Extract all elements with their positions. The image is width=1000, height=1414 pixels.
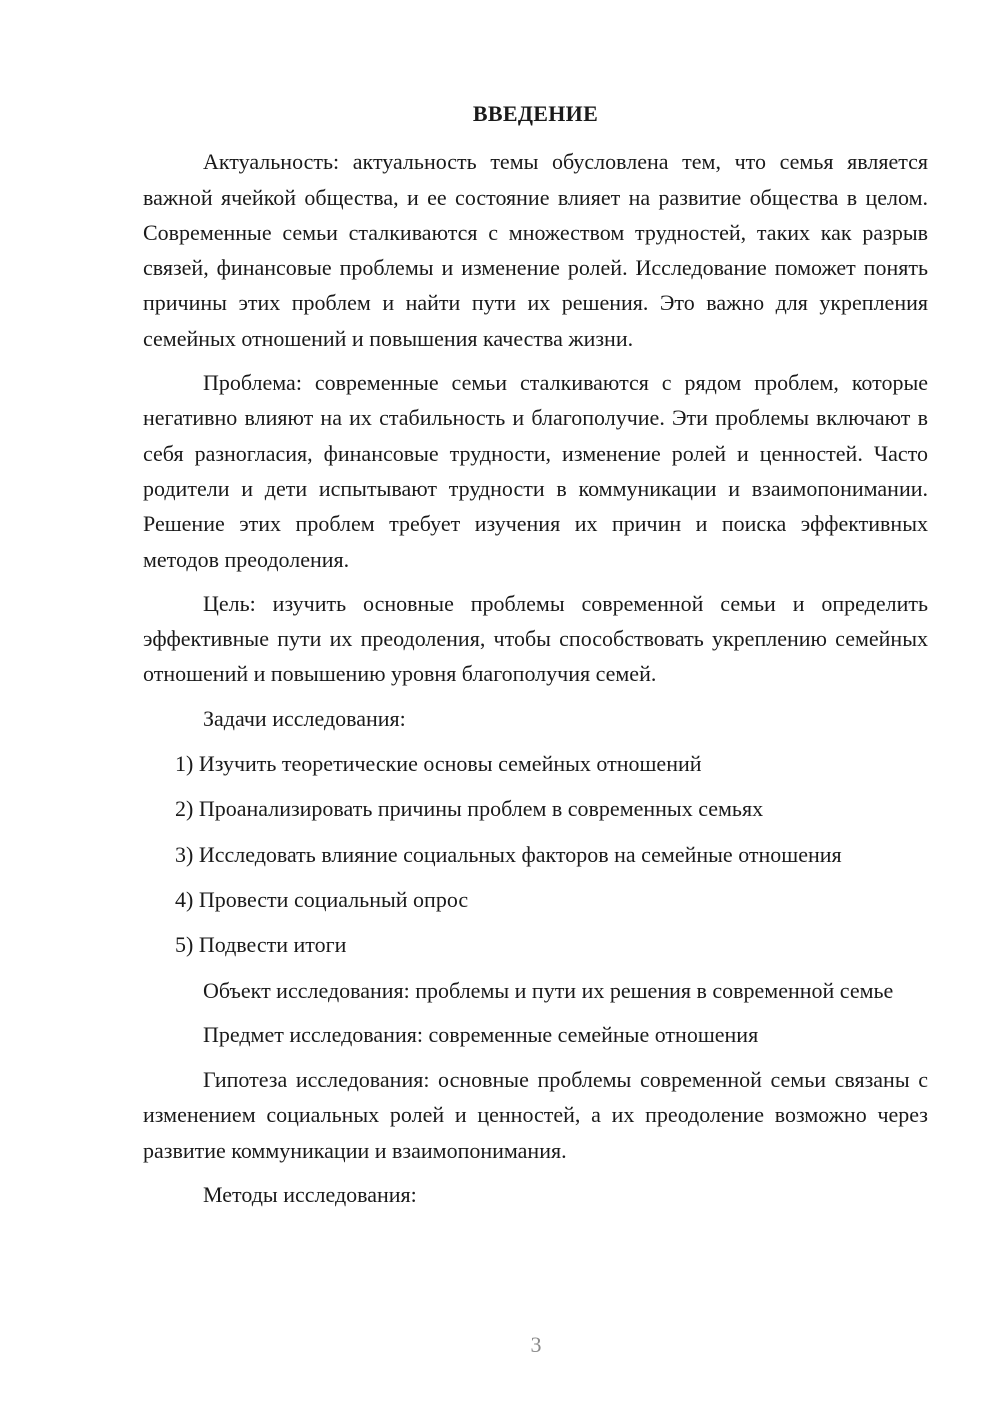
page-title: ВВЕДЕНИЕ — [472, 101, 599, 126]
tasks-list — [143, 746, 928, 962]
list-item: 3) Исследовать влияние социальных факторов на семейные отношения — [175, 841, 842, 867]
paragraph-problem: Проблема: современные семьи сталкиваются с рядом проблем, которые негативно влияют на их стабильность и благополучие. Эти проблемы включают в себя разногласия, финансовые трудности, изменение ролей и ценностей. Часто родители и дети испытывают трудности в коммуникации и взаимопонимании. Решение этих проблем требует изучения их причин и поиска эффективных методов преодоления. — [143, 370, 928, 572]
tasks-heading: Задачи исследования: — [203, 705, 406, 731]
methods-heading: Методы исследования: — [203, 1182, 417, 1208]
paragraph-object: Объект исследования: проблемы и пути их решения в современной семье — [203, 977, 894, 1003]
paragraph-subject: Предмет исследования: современные семейные отношения — [203, 1021, 759, 1047]
list-item: 2) Проанализировать причины проблем в современных семьях — [175, 796, 764, 822]
list-item: 5) Подвести итоги — [175, 932, 347, 958]
list-item: 1) Изучить теоретические основы семейных отношений — [175, 751, 702, 777]
document-body — [143, 96, 928, 1222]
paragraph-relevance: Актуальность: актуальность темы обусловлена тем, что семья является важной ячейкой общества, и ее состояние влияет на развитие общества в целом. Современные семьи сталкиваются с множеством трудностей, таких как разрыв связей, финансовые проблемы и изменение ролей. Исследование поможет понять причины этих проблем и найти пути их решения. Это важно для укрепления семейных отношений и повышения качества жизни. — [143, 149, 928, 351]
paragraph-goal: Цель: изучить основные проблемы современной семьи и определить эффективные пути их преодоления, чтобы способствовать укреплению семейных отношений и повышению уровня благополучия семей. — [143, 590, 928, 687]
paragraph-hypothesis: Гипотеза исследования: основные проблемы современной семьи связаны с изменением социальных ролей и ценностей, а их преодоление возможно через развитие коммуникации и взаимопонимания. — [143, 1067, 928, 1163]
list-item: 4) Провести социальный опрос — [175, 886, 469, 912]
page-number: 3 — [530, 1332, 542, 1357]
